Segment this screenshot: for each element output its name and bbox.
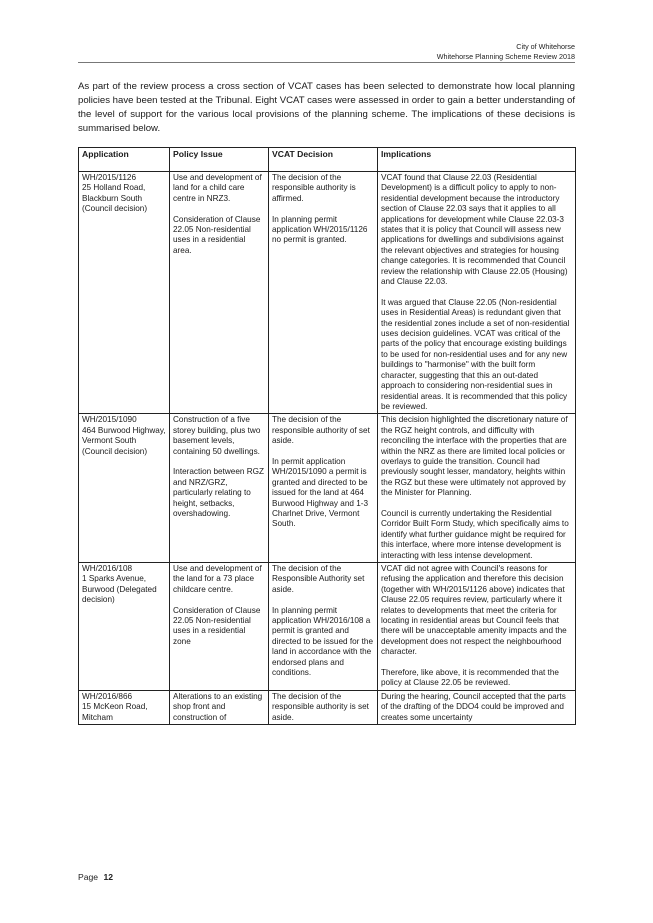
cell-paragraph: VCAT found that Clause 22.03 (Residential Development) is a difficult policy to apply to non-residential development because the introductory section of Clause 22.03 says that it applies to all applications for development while Clause 22.03-3 states that it is policy that Council will assess new applications for dwellings and subdivisions against the relevant objectives and strategies for housing change categories. It is recommended that Council review the relationship with Clause 22.05 (Housing) and Clause 22.03. <box>381 173 568 287</box>
header-organisation: City of Whitehorse <box>516 42 575 51</box>
cell-paragraph: Use and development of the land for a 73 place childcare centre. <box>173 564 262 594</box>
page-label: Page <box>78 872 99 882</box>
application-cell <box>79 414 170 563</box>
policy-issue-cell <box>170 172 269 414</box>
cell-paragraph: Construction of a five storey building, plus two basement levels, containing 50 dwellings. <box>173 415 261 456</box>
cell-paragraph: It was argued that Clause 22.05 (Non-residential uses in Residential Areas) is redundant given that the residential zones include a set of non-residential uses decision guidelines. VCAT was critical of the parts of the policy that encourage existing buildings to be used for non-residential uses and for any new buildings to "harmonise" with the built form character, suggesting that this an out-dated approach to considering non-residential sues in residential areas. It is recommended that this policy be reviewed. <box>381 297 570 411</box>
table-row <box>79 172 576 414</box>
table-row <box>79 414 576 563</box>
header-divider <box>78 62 575 63</box>
cell-paragraph: Interaction between RGZ and NRZ/GRZ, particularly relating to height, setbacks, overshadowing. <box>173 467 265 518</box>
cell-paragraph: The decision of the responsible authority is set aside. <box>272 691 369 722</box>
cell-paragraph: Therefore, like above, it is recommended that the policy at Clause 22.05 be reviewed. <box>381 668 559 688</box>
vcat-cases-table <box>78 147 576 725</box>
cell-paragraph: Consideration of Clause 22.05 Non-residential uses in a residential area. <box>173 214 261 255</box>
intro-paragraph: As part of the review process a cross section of VCAT cases has been selected to demonstrate how local planning policies have been tested at the Tribunal. Eight VCAT cases were assessed in order to gain a better understanding of the level of support for the various local provisions of the planning scheme. The implications of these decisions is summarised below. <box>78 81 575 134</box>
application-cell <box>79 563 170 691</box>
cell-paragraph: WH/2016/866 15 McKeon Road, Mitcham <box>82 691 148 722</box>
cell-paragraph: Alterations to an existing shop front and construction of <box>173 691 263 722</box>
application-cell <box>79 172 170 414</box>
cell-paragraph: The decision of the responsible authority is affirmed. <box>272 173 356 203</box>
implications-cell <box>378 414 576 563</box>
vcat-decision-cell <box>269 172 378 414</box>
page-footer <box>78 872 113 882</box>
vcat-decision-cell <box>269 414 378 563</box>
policy-issue-cell <box>170 690 269 724</box>
vcat-decision-cell <box>269 690 378 724</box>
implications-cell <box>378 172 576 414</box>
column-header-policy-issue: Policy Issue <box>170 148 269 172</box>
page-header <box>437 42 575 61</box>
cell-paragraph: Council is currently undertaking the Residential Corridor Built Form Study, which specifically aims to identify what further guidance might be required for this interface, where more intense development is interacting with less intense development. <box>381 508 569 560</box>
application-cell <box>79 690 170 724</box>
cell-paragraph: In permit application WH/2015/1090 a permit is granted and directed to be issued for the land at 464 Burwood Highway and 1-3 Charlnet Drive, Vermont South. <box>272 456 369 529</box>
cell-paragraph: The decision of the Responsible Authority set aside. <box>272 564 365 594</box>
cell-paragraph: This decision highlighted the discretionary nature of the RGZ height controls, and difficulty with reconciling the interface with the properties that are within the NRZ as there are limited local policies or overlays to guide the transition. Council had previously sought lesser, mandatory, heights within the RGZ but these were ultimately not approved by the Minister for Planning. <box>381 415 568 498</box>
cell-paragraph: WH/2015/1126 25 Holland Road, Blackburn South (Council decision) <box>82 173 148 214</box>
page-number: 12 <box>103 872 114 882</box>
cell-paragraph: Consideration of Clause 22.05 Non-residential uses in a residential zone <box>173 605 261 646</box>
cell-paragraph: The decision of the responsible authority of set aside. <box>272 415 370 446</box>
implications-cell <box>378 690 576 724</box>
column-header-implications: Implications <box>378 148 576 172</box>
table-header-row <box>79 148 576 172</box>
table-body <box>79 172 576 725</box>
implications-cell <box>378 563 576 691</box>
cell-paragraph: Use and development of land for a child care centre in NRZ3. <box>173 173 262 203</box>
column-header-vcat-decision: VCAT Decision <box>269 148 378 172</box>
cell-paragraph: VCAT did not agree with Council's reasons for refusing the application and therefore this decision (together with WH/2015/1126 above) indicates that Clause 22.05 requires review, particularly where it relates to developments that meet the criteria for locating in residential areas but Council feels that there will be unacceptable amenity impacts and the development does not respect the neighbourhood character. <box>381 564 567 657</box>
vcat-decision-cell <box>269 563 378 691</box>
cell-paragraph: In planning permit application WH/2015/1126 no permit is granted. <box>272 214 368 245</box>
policy-issue-cell <box>170 414 269 563</box>
cell-paragraph: During the hearing, Council accepted that the parts of the drafting of the DDO4 could be improved and creates some uncertainty <box>381 691 566 722</box>
cell-paragraph: WH/2016/108 1 Sparks Avenue, Burwood (Delegated decision) <box>82 564 157 605</box>
header-document-title: Whitehorse Planning Scheme Review 2018 <box>436 51 575 61</box>
cell-paragraph: In planning permit application WH/2016/108 a permit is granted and directed to be issued for the land in accordance with the endorsed plans and conditions. <box>272 605 374 678</box>
cell-paragraph: WH/2015/1090 464 Burwood Highway, Vermont South (Council decision) <box>82 415 166 456</box>
column-header-application: Application <box>79 148 170 172</box>
table-row <box>79 690 576 724</box>
policy-issue-cell <box>170 563 269 691</box>
table-row <box>79 563 576 691</box>
